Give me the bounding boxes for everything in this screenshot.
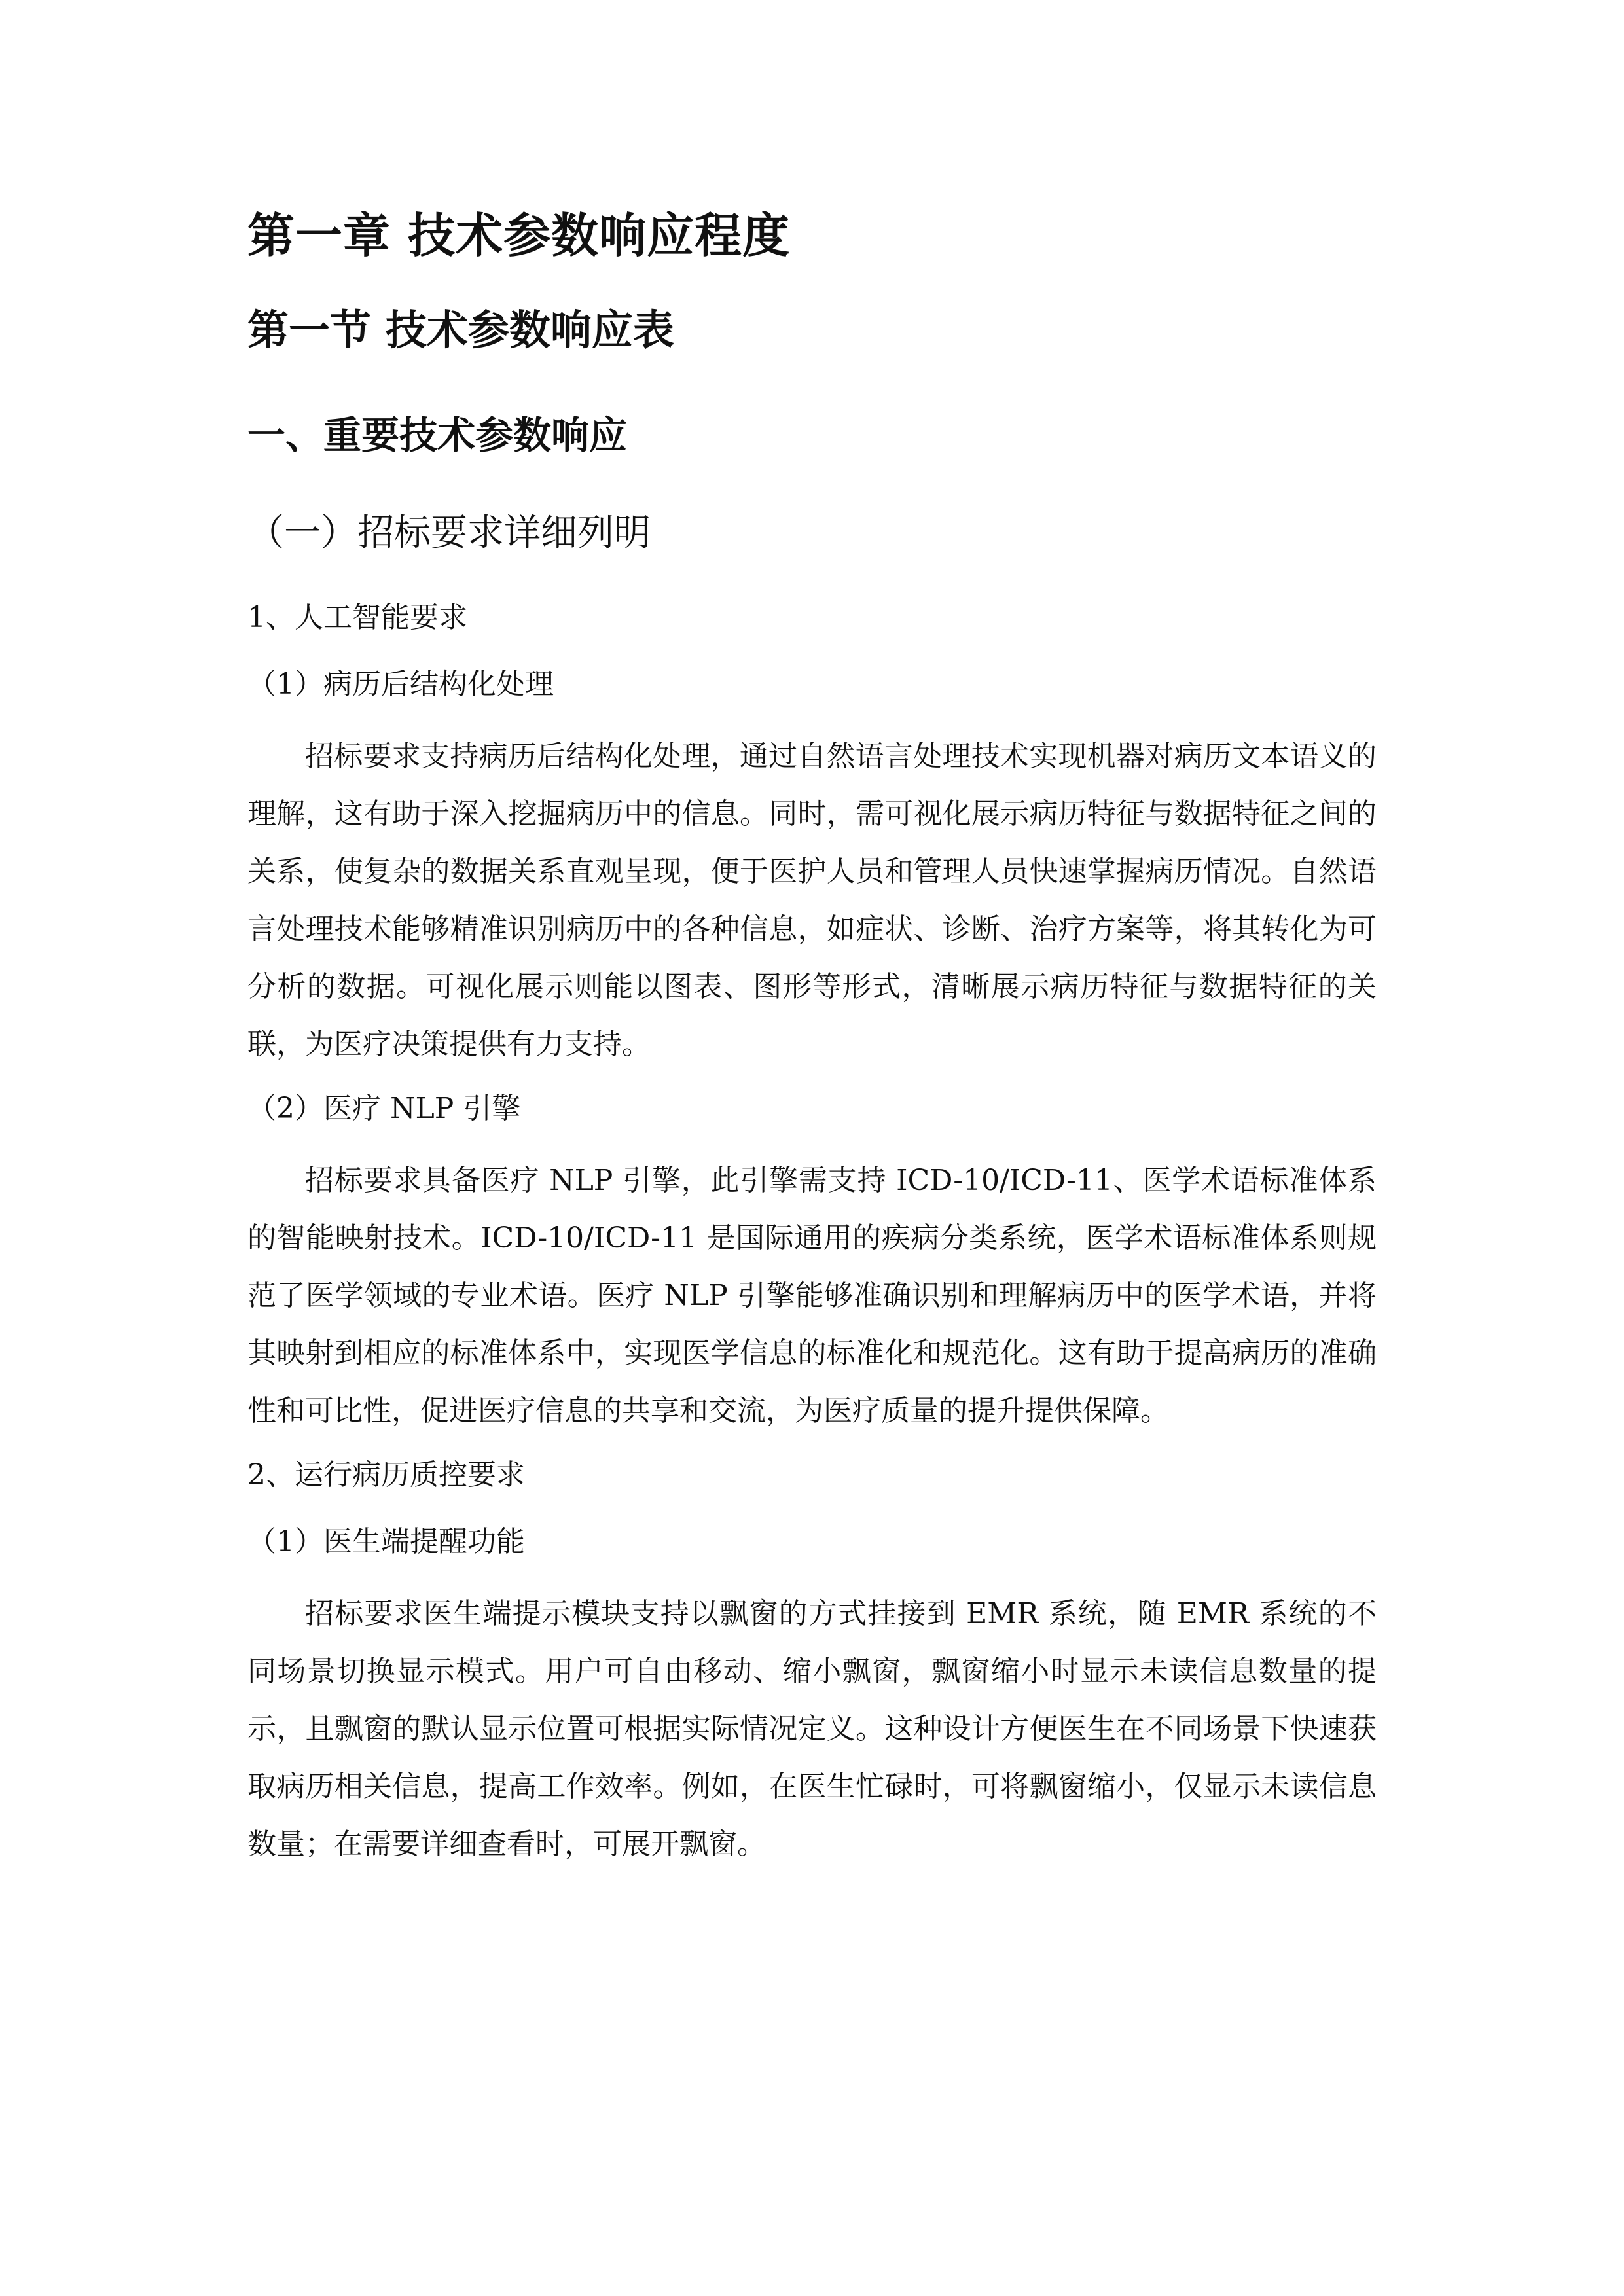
document-content: [247, 203, 1377, 1885]
subitem-heading-structuring: （1）病历后结构化处理: [247, 668, 554, 701]
paragraph-doctor-reminder: 招标要求医生端提示模块支持以飘窗的方式挂接到 EMR 系统，随 EMR 系统的不同场景切换显示模式。用户可自由移动、缩小飘窗，飘窗缩小时显示未读信息数量的提示，且飘窗的默认显示位置可根据实际情况定义。这种设计方便医生在不同场景下快速获取病历相关信息，提高工作效率。例如，在医生忙碌时，可将飘窗缩小，仅显示未读信息数量；在需要详细查看时，可展开飘窗。: [247, 1597, 1377, 1861]
requirement-heading: （一）招标要求详细列明: [247, 512, 651, 554]
item-heading-quality-control: 2、运行病历质控要求: [247, 1458, 525, 1492]
subitem-heading-doctor-reminder: （1）医生端提醒功能: [247, 1525, 525, 1558]
section-title: 第一节 技术参数响应表: [247, 306, 674, 354]
item-heading-ai: 1、人工智能要求: [247, 601, 467, 634]
paragraph-nlp-engine: 招标要求具备医疗 NLP 引擎，此引擎需支持 ICD-10/ICD-11、医学术语标准体系的智能映射技术。ICD-10/ICD-11 是国际通用的疾病分类系统，医学术语标准体系则规范了医学领域的专业术语。医疗 NLP 引擎能够准确识别和理解病历中的医学术语，并将其映射到相应的标准体系中，实现医学信息的标准化和规范化。这有助于提高病历的准确性和可比性，促进医疗信息的共享和交流，为医疗质量的提升提供保障。: [247, 1164, 1377, 1427]
subitem-heading-nlp-engine: （2）医疗 NLP 引擎: [247, 1092, 521, 1125]
chapter-title: 第一章 技术参数响应程度: [247, 208, 791, 263]
paragraph-structuring: 招标要求支持病历后结构化处理，通过自然语言处理技术实现机器对病历文本语义的理解，这有助于深入挖掘病历中的信息。同时，需可视化展示病历特征与数据特征之间的关系，使复杂的数据关系直观呈现，便于医护人员和管理人员快速掌握病历情况。自然语言处理技术能够精准识别病历中的各种信息，如症状、诊断、治疗方案等，将其转化为可分析的数据。可视化展示则能以图表、图形等形式，清晰展示病历特征与数据特征的关联，为医疗决策提供有力支持。: [247, 740, 1377, 1061]
subsection-title: 一、重要技术参数响应: [247, 413, 628, 457]
